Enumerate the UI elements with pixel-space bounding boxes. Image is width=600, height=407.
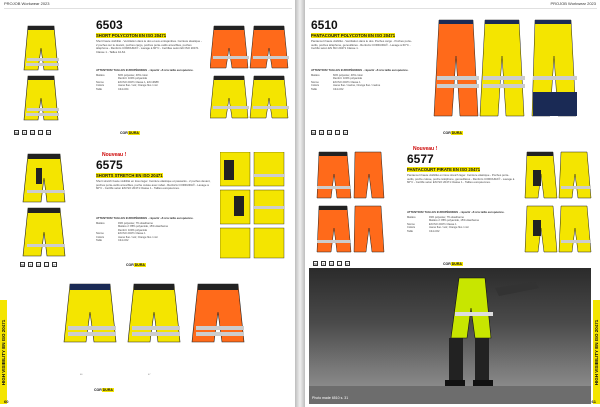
spec-table <box>407 216 517 233</box>
no-bleach-icon: ✕ <box>322 262 325 266</box>
tumble-dry-icon: ◎ <box>330 262 333 266</box>
dry-clean-icon: P <box>346 262 349 266</box>
product-front-back-6575 <box>60 278 260 378</box>
spec-row: Matière 60% polyester, 40% coton <box>311 74 363 77</box>
thumb-number: 46 <box>80 374 83 376</box>
iron-icon: ⌂ <box>338 262 341 266</box>
care-icons <box>20 262 57 267</box>
spec-row: Matière 60% polyester, 40% coton <box>96 74 148 77</box>
cordura-logo: CORDURA <box>443 262 462 266</box>
left-page <box>0 0 295 407</box>
page-number: 60 <box>4 399 9 404</box>
spec-row: Coloris Jaune fluo / noir, Orange fluo / noir <box>407 226 469 230</box>
spec-row: Taille C44-C64 <box>96 87 129 91</box>
spec-row: Matière 93% polyester, 7% élasthanne <box>407 216 464 219</box>
product-image-6503 <box>10 20 88 124</box>
header-text: PROJOB Workwear 2023 <box>4 1 50 6</box>
tumble-dry-icon: ◎ <box>31 131 34 135</box>
cordura-logo: CORDURA <box>120 131 139 135</box>
cordura-logo: CORDURA <box>443 131 462 135</box>
spec-row: Matière 2: 85% polyamide, 15% élasthanne <box>429 219 480 223</box>
product-number: 6575 <box>96 158 123 172</box>
product-card-6575 <box>10 148 292 404</box>
care-icons <box>311 130 348 135</box>
iron-icon: ⌂ <box>336 131 339 135</box>
detail-images-6575 <box>220 152 286 260</box>
side-band: HIGH VISIBILITY EN ISO 20471 <box>593 300 600 404</box>
wash-60-icon: 60 <box>312 131 316 135</box>
wash-60-icon: 60 <box>15 131 19 135</box>
iron-icon: ⌂ <box>45 263 48 267</box>
right-page <box>305 0 600 407</box>
product-card-6510 <box>309 12 595 140</box>
product-image-6577-orange <box>311 150 385 258</box>
attention-note: ATTENTION! TAILLES EUROPÉENNES - répartir +6 à la taille européenne. <box>96 216 194 220</box>
spec-row: Norme EN ISO 20471 Classe 1 <box>407 222 457 226</box>
no-bleach-icon: ✕ <box>320 131 323 135</box>
spec-table <box>311 74 421 91</box>
spec-row: Taille C44-C62 <box>311 87 344 91</box>
product-image-6510 <box>427 16 593 126</box>
care-icons <box>14 130 51 135</box>
product-title: PANTACOURT POLYCOTON EN ISO 20471 <box>311 33 396 38</box>
spec-row: Norme EN ISO 20471 Classe 1, EN 13688 <box>96 80 159 84</box>
dry-clean-icon: P <box>53 263 56 267</box>
spec-row: Renfort: 100% polyamide <box>333 77 363 81</box>
cordura-logo: CORDURA <box>94 388 113 392</box>
new-badge: Nouveau ! <box>102 152 127 158</box>
new-badge: Nouveau ! <box>413 146 438 152</box>
cordura-logo: CORDURA <box>126 263 145 267</box>
product-title: SHORTS STRETCH EN ISO 20471 <box>96 173 163 178</box>
worker-illustration <box>309 268 591 404</box>
thumb-number: 47 <box>148 374 151 376</box>
product-number: 6503 <box>96 18 123 32</box>
product-description: Short stretch haute visibilité en tissu léger. Ceinture élastique et passants - 2 poches devant, poches porte-outils amovibles, poche cuisse avec rabat - Renforts CORDURA® - Lavage à 60°C - Certifié selon EN ISO 20471 Classe 1 - Tailles européennes. <box>96 180 211 191</box>
dry-clean-icon: P <box>344 131 347 135</box>
spec-row: Norme EN ISO 20471 Classe 1 <box>311 80 361 84</box>
header-divider <box>309 8 597 9</box>
spec-row: Matière 2: 85% polyamide, 15% élasthanne <box>118 225 169 229</box>
spec-table <box>96 222 214 242</box>
spec-row: Coloris Jaune fluo / noir, Orange fluo / noir <box>96 235 158 239</box>
spec-row: Coloris Jaune fluo / noir, Orange fluo / noir <box>96 84 158 88</box>
spec-row: Taille C44-C62 <box>407 229 440 233</box>
product-description: Pantacourt haute visibilité en tissu stretch léger. Ceinture élastique - Poches porte-outils, poche cuisse, poche téléphone, genouillères - Renforts CORDURA® - Lavage à 60°C - Certifié selon EN ISO 20471 Classe 1 - Tailles européennes. <box>407 174 515 185</box>
product-card-6503 <box>10 12 292 140</box>
spec-row: Coloris Jaune fluo / marine, Orange fluo / marine <box>311 84 381 88</box>
no-bleach-icon: ✕ <box>29 263 32 267</box>
product-thumbnails-6503 <box>210 22 292 122</box>
wash-60-icon: 60 <box>314 262 318 266</box>
header-text: PROJOB Workwear 2023 <box>550 1 596 6</box>
product-image-6575 <box>10 150 92 262</box>
no-bleach-icon: ✕ <box>23 131 26 135</box>
product-title: PANTACOURT PIRATE EN ISO 20471 <box>407 167 481 172</box>
care-icons <box>313 261 350 266</box>
page-number: 61 <box>591 399 596 404</box>
product-number: 6510 <box>311 18 338 32</box>
product-image-6577-yellow <box>521 150 593 260</box>
iron-icon: ⌂ <box>39 131 42 135</box>
product-description: Pantacourt haute visibilité - Ventilation dans le dos. Poches cargo - Poches porte-outils, poches téléphone, genouillères - Renforts CORDURA® - Lavage à 60°C - Certifié selon EN ISO 20471 Classe 1. <box>311 40 412 51</box>
photo-caption: Photo made 6510 s. 31 <box>312 396 349 400</box>
product-number: 6577 <box>407 152 434 166</box>
header-divider <box>4 8 292 9</box>
lifestyle-photo <box>309 268 591 404</box>
attention-note: ATTENTION! TAILLES EUROPÉENNES - répartir +6 à la taille européenne. <box>311 68 409 72</box>
dry-clean-icon: P <box>47 131 50 135</box>
tumble-dry-icon: ◎ <box>328 131 331 135</box>
product-title: SHORT POLYCOTON EN ISO 20471 <box>96 33 167 38</box>
product-description: Short haute visibilité - Ventilation dans le dos et aux entrejambes. Ceinture élastique - 2 poches sur le devant, poches cargo, poches porte-outils amovibles, poches téléphone - Renforts CORDURA® - Lavage à 60°C - Certifiée selon EN ISO 20471 Classe 1 - Tailles 44-64. <box>96 40 202 54</box>
wash-60-icon: 60 <box>21 263 25 267</box>
book-gutter <box>295 0 305 407</box>
product-card-6577 <box>309 146 595 266</box>
spec-row: Taille C44-C62 <box>96 239 129 243</box>
attention-note: ATTENTION! TAILLES EUROPÉENNES - répartir +6 à la taille européenne. <box>407 210 505 214</box>
attention-note: ATTENTION! TAILLES EUROPÉENNES - répartir +6 à la taille européenne. <box>96 68 194 72</box>
spec-row: Norme EN ISO 20471 Classe 1 <box>96 232 146 236</box>
spec-table <box>96 74 204 91</box>
spec-row: Renfort: 100% polyamide <box>118 228 148 232</box>
spec-row: Renfort: 100% polyamide <box>118 77 148 81</box>
spec-row: Matière 93% polyester, 7% élasthanne <box>96 222 153 225</box>
tumble-dry-icon: ◎ <box>37 263 40 267</box>
side-band: HIGH VISIBILITY EN ISO 20471 <box>0 300 7 404</box>
